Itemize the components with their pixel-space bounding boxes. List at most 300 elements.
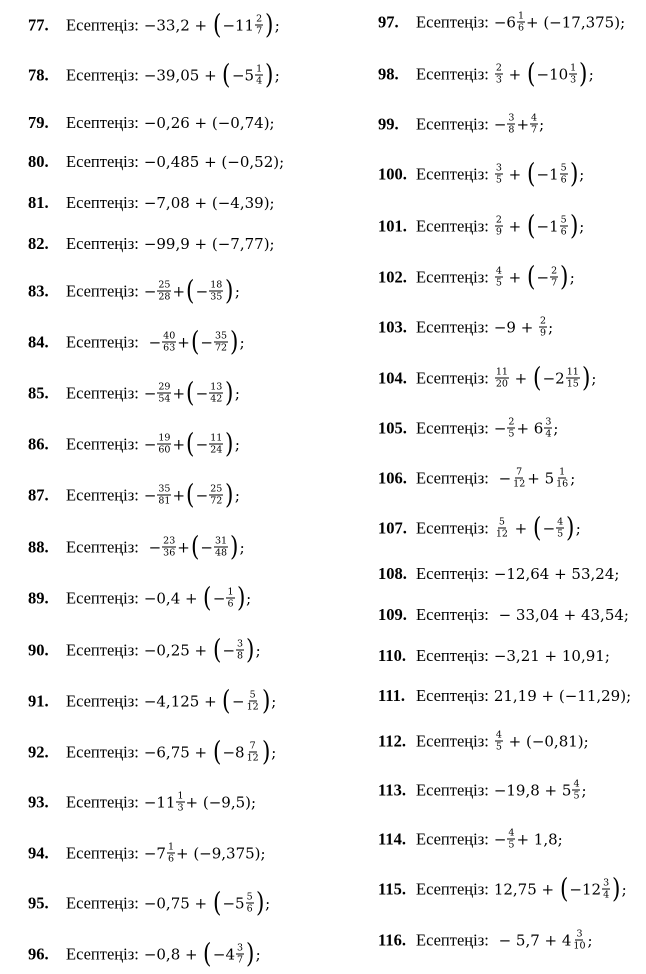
large-parenthesis: ( [222, 59, 231, 90]
fraction [569, 63, 577, 86]
exercise-prompt: Есептеңіз: [66, 15, 139, 34]
fraction-denominator: 6 [560, 174, 567, 186]
expression-text: ; [553, 419, 559, 437]
expression-text: + [509, 519, 533, 537]
fraction [555, 467, 569, 490]
expression-text: − [143, 486, 157, 504]
fraction-denominator: 6 [167, 853, 174, 865]
fraction-numerator: 18 [210, 279, 223, 291]
fraction-numerator: 1 [559, 466, 566, 478]
exercise-item [28, 791, 256, 814]
expression-text: − 33,04 + 43,54; [493, 606, 629, 624]
fraction-denominator: 63 [163, 342, 176, 354]
expression-text: −0,485 + (−0,52); [143, 153, 285, 171]
exercise-item [28, 377, 240, 408]
fraction [246, 741, 260, 764]
fraction [495, 215, 503, 238]
math-expression [494, 467, 575, 490]
fraction-denominator: 4 [545, 428, 552, 440]
exercise-number: 111. [378, 686, 406, 705]
fraction-denominator: 6 [560, 226, 567, 238]
fraction-denominator: 72 [214, 342, 228, 354]
fraction [157, 484, 171, 507]
fraction-numerator: 1 [227, 586, 234, 598]
expression-text: −0,25 + [143, 641, 212, 659]
exercise-number: 84. [28, 332, 49, 351]
large-parenthesis: ( [533, 362, 542, 393]
math-expression [494, 779, 587, 802]
fraction-numerator: 35 [214, 330, 228, 342]
expression-text: ; [246, 589, 252, 607]
expression-text: ; [579, 217, 585, 235]
fraction [572, 779, 580, 802]
large-parenthesis: ( [186, 377, 195, 408]
expression-text: −1 [536, 165, 559, 183]
fraction-numerator: 1 [517, 10, 524, 22]
expression-text: −99,9 + (−7,77); [143, 235, 275, 253]
fraction-numerator: 11 [495, 366, 508, 378]
fraction-numerator: 35 [158, 483, 171, 495]
exercise-item [28, 152, 284, 172]
fraction-numerator: 5 [560, 162, 567, 174]
expression-text: ; [255, 945, 261, 963]
expression-text: ; [581, 781, 587, 799]
exercise-prompt: Есептеңіз: [66, 434, 139, 453]
large-parenthesis: ( [190, 326, 200, 357]
fraction [507, 828, 515, 851]
exercise-prompt: Есептеңіз: [416, 468, 489, 487]
fraction-denominator: 5 [495, 174, 502, 186]
fraction-denominator: 3 [495, 74, 502, 86]
exercise-prompt: Есептеңіз: [416, 731, 489, 750]
exercise-item [378, 646, 610, 666]
math-expression [494, 158, 585, 189]
fraction-numerator: 31 [214, 535, 228, 547]
expression-text: + [172, 435, 186, 453]
math-expression [493, 873, 627, 904]
fraction-numerator: 4 [531, 112, 538, 124]
exercise-prompt: Есептеңіз: [416, 317, 489, 336]
exercise-number: 83. [28, 281, 49, 300]
expression-text: − [195, 282, 209, 300]
exercise-prompt: Есептеңіз: [416, 267, 489, 286]
fraction-denominator: 8 [508, 124, 515, 136]
exercise-number: 114. [378, 829, 406, 848]
large-parenthesis: ) [560, 261, 569, 292]
expression-text: 21,19 + (−11,29); [493, 687, 632, 705]
math-expression [494, 210, 585, 241]
exercise-number: 90. [28, 640, 49, 659]
math-expression [144, 842, 266, 865]
expression-text: −12 [569, 880, 602, 898]
large-parenthesis: ) [612, 873, 621, 904]
expression-text: + [172, 282, 186, 300]
large-parenthesis: ) [236, 582, 246, 613]
fraction-numerator: 5 [246, 891, 253, 903]
fraction-numerator: 4 [495, 729, 502, 741]
exercise-prompt: Есептеңіз: [66, 691, 139, 710]
fraction-numerator: 1 [256, 63, 263, 75]
exercise-number: 104. [378, 368, 407, 387]
exercise-prompt: Есептеңіз: [66, 281, 139, 300]
expression-text: −9 + [493, 318, 539, 336]
large-parenthesis: ( [186, 428, 195, 459]
fraction-numerator: 2 [495, 62, 502, 74]
large-parenthesis: ( [533, 512, 542, 543]
expression-text: ; [234, 486, 240, 504]
fraction-denominator: 4 [256, 75, 263, 87]
math-expression [144, 114, 275, 132]
expression-text: ; [539, 115, 545, 133]
exercise-item [378, 113, 544, 136]
fraction-numerator: 2 [256, 13, 263, 25]
expression-text: − [143, 384, 157, 402]
exercise-prompt: Есептеңіз: [66, 234, 139, 253]
fraction-denominator: 15 [566, 378, 579, 390]
fraction-numerator: 1 [177, 790, 184, 802]
large-parenthesis: ) [255, 887, 265, 918]
exercise-item [378, 564, 619, 584]
exercise-number: 100. [378, 164, 407, 183]
large-parenthesis: ) [261, 685, 271, 716]
exercise-item [28, 479, 240, 510]
expression-text: − [536, 268, 550, 286]
exercise-prompt: Есептеңіз: [66, 640, 139, 659]
fraction-numerator: 40 [163, 330, 176, 342]
fraction-numerator: 3 [603, 877, 610, 889]
fraction-denominator: 3 [177, 802, 184, 814]
math-expression [494, 565, 620, 583]
large-parenthesis: ( [212, 634, 222, 665]
exercise-prompt: Есептеңіз: [66, 893, 139, 912]
fraction-denominator: 5 [557, 528, 564, 540]
exercise-item [28, 193, 275, 213]
fraction-denominator: 6 [246, 903, 253, 915]
math-expression [494, 417, 559, 440]
exercise-item [28, 59, 280, 90]
exercise-prompt: Есептеңіз: [66, 193, 139, 212]
expression-text: −3,21 + 10,91; [493, 647, 610, 665]
math-expression [494, 828, 563, 851]
expression-text: − [493, 830, 507, 848]
expression-text: ; [579, 165, 585, 183]
math-expression [143, 326, 245, 357]
exercise-item [378, 210, 585, 241]
fraction-numerator: 5 [498, 516, 505, 528]
large-parenthesis: ( [186, 479, 195, 510]
expression-text: ; [234, 384, 240, 402]
fraction [157, 382, 171, 405]
fraction-denominator: 35 [210, 291, 223, 303]
exercise-number: 107. [378, 518, 407, 537]
expression-text: ; [621, 880, 627, 898]
expression-text: − [212, 589, 226, 607]
fraction-denominator: 12 [513, 478, 526, 490]
large-parenthesis: ) [225, 377, 234, 408]
fraction-numerator: 2 [540, 315, 547, 327]
exercise-number: 97. [378, 12, 399, 31]
exercise-item [378, 417, 558, 440]
fraction-denominator: 5 [508, 839, 515, 851]
exercise-number: 113. [378, 780, 406, 799]
fraction-numerator: 4 [508, 827, 515, 839]
fraction-denominator: 60 [158, 444, 171, 456]
fraction [495, 730, 503, 753]
large-parenthesis: ( [222, 685, 231, 716]
fraction-numerator: 7 [516, 466, 523, 478]
math-expression [494, 261, 575, 292]
exercise-number: 89. [28, 588, 49, 607]
math-expression [143, 428, 240, 459]
expression-text: ; [587, 931, 593, 949]
exercise-prompt: Есептеңіз: [66, 65, 139, 84]
exercise-item [28, 938, 261, 969]
expression-text: 12,75 + [493, 880, 559, 898]
expression-text: − [222, 641, 236, 659]
expression-text: ; [274, 16, 280, 34]
fraction-denominator: 24 [210, 444, 223, 456]
exercise-number: 110. [378, 646, 406, 665]
large-parenthesis: ) [225, 275, 234, 306]
expression-text: + 1,8; [516, 830, 563, 848]
math-expression [144, 194, 275, 212]
fraction-numerator: 2 [551, 265, 558, 277]
math-expression [494, 58, 594, 89]
fraction-denominator: 4 [603, 889, 610, 901]
large-parenthesis: ( [212, 887, 222, 918]
exercise-item [378, 316, 553, 339]
fraction-denominator: 12 [246, 752, 259, 764]
large-parenthesis: ) [569, 158, 579, 189]
exercise-number: 85. [28, 383, 49, 402]
expression-text: −0,8 + [143, 945, 203, 963]
fraction [556, 517, 564, 540]
expression-text: −5 [222, 894, 245, 912]
large-parenthesis: ( [527, 261, 536, 292]
fraction [209, 280, 223, 303]
fraction [560, 163, 568, 186]
fraction [512, 467, 526, 490]
fraction [544, 417, 552, 440]
expression-text: −39,05 + [143, 66, 222, 84]
fraction-denominator: 20 [495, 378, 508, 390]
exercise-prompt: Есептеңіз: [416, 368, 489, 387]
exercise-item [28, 634, 261, 665]
expression-text: − [143, 435, 157, 453]
exercise-number: 87. [28, 485, 49, 504]
exercise-prompt: Есептеңіз: [66, 383, 139, 402]
expression-text: + [177, 538, 190, 556]
expression-text: + [172, 486, 186, 504]
exercise-prompt: Есептеңіз: [66, 113, 139, 132]
expression-text: − [143, 333, 162, 351]
exercise-prompt: Есептеңіз: [66, 332, 139, 351]
expression-text: ; [234, 282, 240, 300]
exercise-item [28, 736, 277, 767]
large-parenthesis: ( [559, 873, 569, 904]
fraction [507, 113, 515, 136]
math-expression [143, 582, 252, 613]
expression-text: ; [239, 333, 245, 351]
expression-text: − 5,7 + 4 [493, 931, 572, 949]
exercise-prompt: Есептеңіз: [416, 686, 489, 705]
fraction-numerator: 13 [210, 381, 223, 393]
expression-text: −7,08 + (−4,39); [143, 194, 275, 212]
math-expression [143, 9, 280, 40]
fraction-numerator: 4 [495, 265, 502, 277]
expression-text: −33,2 + [143, 16, 212, 34]
fraction-numerator: 3 [545, 416, 552, 428]
fraction [246, 690, 260, 713]
fraction [495, 517, 509, 540]
exercise-item [28, 9, 280, 40]
fraction [176, 791, 184, 814]
exercise-item [378, 467, 575, 490]
large-parenthesis: ) [569, 210, 579, 241]
exercise-number: 108. [378, 564, 407, 583]
exercise-number: 91. [28, 691, 49, 710]
exercise-item [28, 275, 240, 306]
large-parenthesis: ( [212, 9, 222, 40]
exercise-prompt: Есептеңіз: [416, 12, 489, 31]
large-parenthesis: ) [261, 736, 271, 767]
expression-text: −11 [222, 16, 255, 34]
exercise-prompt: Есептеңіз: [416, 518, 489, 537]
fraction-numerator: 4 [573, 778, 580, 790]
fraction [495, 163, 503, 186]
large-parenthesis: ) [566, 512, 575, 543]
expression-text: ; [255, 641, 261, 659]
fraction-denominator: 9 [495, 226, 502, 238]
exercise-item [28, 428, 240, 459]
fraction [517, 11, 525, 34]
fraction-numerator: 3 [237, 942, 244, 954]
fraction-denominator: 6 [517, 22, 524, 34]
fraction-numerator: 3 [508, 112, 515, 124]
exercise-number: 116. [378, 930, 406, 949]
fraction [236, 639, 244, 662]
large-parenthesis: ( [190, 531, 200, 562]
fraction-denominator: 72 [210, 495, 223, 507]
expression-text: − [143, 282, 157, 300]
exercise-item [28, 113, 275, 133]
exercise-item [28, 582, 252, 613]
expression-text: ; [265, 894, 271, 912]
exercise-item [28, 842, 266, 865]
math-expression [143, 736, 277, 767]
math-expression [143, 634, 261, 665]
fraction-numerator: 29 [158, 381, 171, 393]
expression-text: ; [271, 743, 277, 761]
expression-text: + [503, 268, 526, 286]
fraction [209, 484, 223, 507]
fraction-numerator: 2 [508, 416, 515, 428]
fraction-denominator: 10 [573, 940, 586, 952]
exercise-item [378, 686, 631, 706]
exercise-prompt: Есептеңіз: [66, 742, 139, 761]
expression-text: ; [274, 66, 280, 84]
exercise-item [378, 730, 589, 753]
fraction-denominator: 8 [237, 650, 244, 662]
exercise-number: 81. [28, 193, 49, 212]
fraction [255, 14, 263, 37]
exercise-prompt: Есептеңіз: [66, 485, 139, 504]
expression-text: − [195, 435, 209, 453]
math-expression [143, 377, 240, 408]
large-parenthesis: ) [230, 326, 239, 357]
expression-text: −0,26 + (−0,74); [143, 114, 275, 132]
fraction [246, 892, 254, 915]
expression-text: −2 [542, 369, 565, 387]
expression-text: −11 [143, 793, 176, 811]
exercise-number: 102. [378, 267, 407, 286]
large-parenthesis: ) [246, 634, 255, 665]
fraction-numerator: 1 [167, 841, 174, 853]
fraction-denominator: 12 [495, 528, 508, 540]
exercise-item [378, 828, 563, 851]
exercise-number: 106. [378, 468, 407, 487]
math-expression [143, 59, 280, 90]
large-parenthesis: ) [265, 59, 274, 90]
expression-text: −8 [222, 743, 245, 761]
fraction [602, 878, 610, 901]
expression-text: ; [575, 519, 581, 537]
expression-text: ; [588, 65, 594, 83]
expression-text: −5 [231, 66, 255, 84]
exercise-number: 86. [28, 434, 49, 453]
exercise-prompt: Есептеңіз: [416, 564, 489, 583]
exercise-item [378, 873, 627, 904]
exercise-number: 105. [378, 418, 407, 437]
fraction-numerator: 25 [158, 279, 171, 291]
fraction-numerator: 11 [566, 366, 579, 378]
exercise-item [378, 605, 629, 625]
exercise-number: 95. [28, 893, 49, 912]
exercise-number: 103. [378, 317, 407, 336]
expression-text: ; [271, 692, 277, 710]
expression-text: −0,4 + [143, 589, 203, 607]
expression-text: −4 [212, 945, 236, 963]
exercise-item [28, 326, 245, 357]
fraction [209, 433, 223, 456]
math-expression [494, 113, 544, 136]
large-parenthesis: ( [203, 582, 212, 613]
expression-text: ; [591, 369, 597, 387]
exercise-prompt: Есептеңіз: [416, 646, 489, 665]
exercise-number: 96. [28, 944, 49, 963]
fraction-denominator: 81 [158, 495, 171, 507]
exercise-item [28, 531, 245, 562]
math-expression [494, 687, 631, 705]
expression-text: −19,8 + 5 [493, 781, 572, 799]
exercise-number: 79. [28, 113, 49, 132]
exercise-item [378, 512, 581, 543]
expression-text: + 6 [516, 419, 544, 437]
expression-text: −10 [536, 65, 569, 83]
exercise-number: 112. [378, 731, 406, 750]
fraction-numerator: 5 [249, 689, 256, 701]
fraction-denominator: 36 [163, 547, 176, 559]
fraction [157, 280, 171, 303]
fraction-denominator: 7 [237, 954, 244, 966]
expression-text: + [509, 369, 533, 387]
fraction-numerator: 4 [557, 516, 564, 528]
fraction [550, 266, 558, 289]
expression-text: ; [569, 268, 575, 286]
fraction [530, 113, 538, 136]
math-expression [494, 11, 625, 34]
fraction-numerator: 11 [210, 432, 223, 444]
